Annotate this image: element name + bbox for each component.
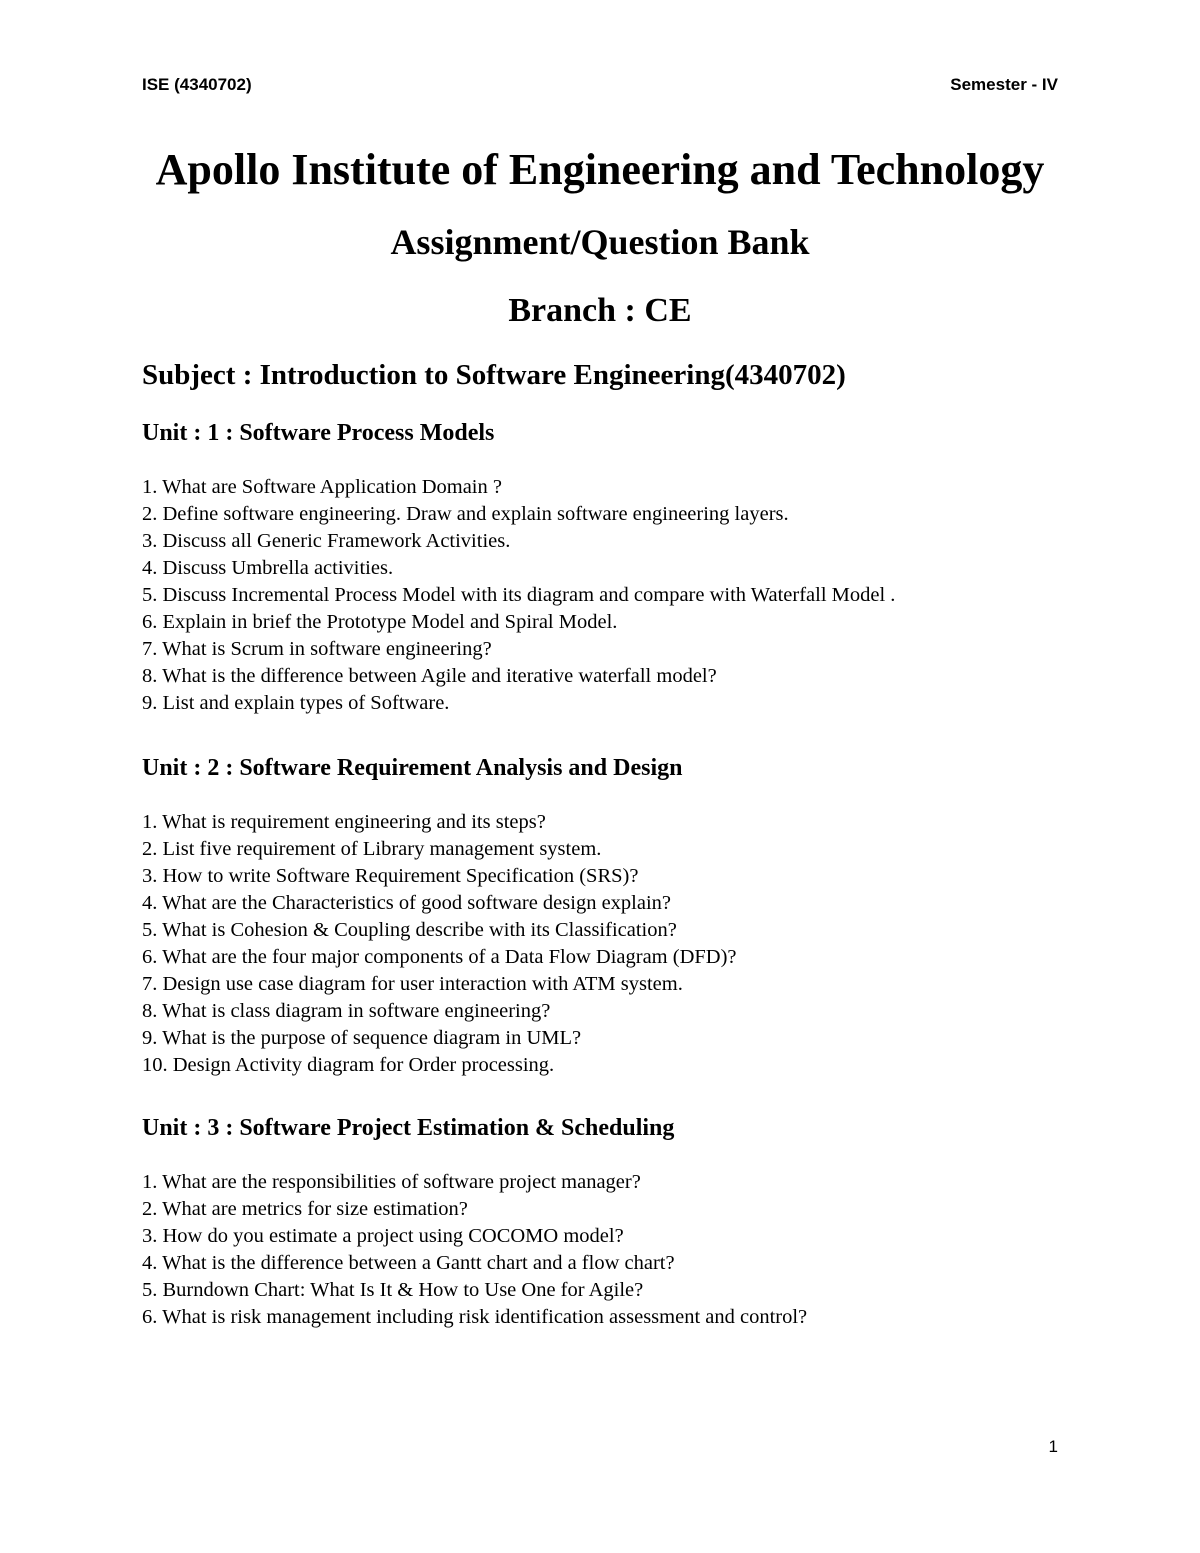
document-type-heading: Assignment/Question Bank: [390, 222, 810, 262]
unit-3-section: [142, 1113, 1082, 1331]
question-item: 4. Discuss Umbrella activities.: [142, 557, 394, 579]
question-item: 6. What are the four major components of a Data Flow Diagram (DFD)?: [142, 946, 737, 968]
question-item: 3. How do you estimate a project using COCOMO model?: [142, 1225, 624, 1247]
question-item: 7. What is Scrum in software engineering?: [142, 638, 492, 660]
unit-title: Unit : 3 : Software Project Estimation & Scheduling: [142, 1115, 675, 1141]
question-item: 2. List five requirement of Library management system.: [142, 838, 602, 860]
branch-heading: Branch : CE: [508, 292, 692, 329]
header-semester: Semester - IV: [950, 75, 1058, 94]
question-item: 3. How to write Software Requirement Specification (SRS)?: [142, 865, 639, 887]
page-number: 1: [1048, 1437, 1058, 1456]
institute-title: Apollo Institute of Engineering and Technology: [155, 145, 1045, 194]
question-item: 6. What is risk management including risk identification assessment and control?: [142, 1306, 808, 1328]
question-item: 9. What is the purpose of sequence diagram in UML?: [142, 1027, 582, 1049]
question-item: 9. List and explain types of Software.: [142, 692, 450, 714]
question-item: 5. What is Cohesion & Coupling describe with its Classification?: [142, 919, 677, 941]
unit-2-section: [142, 753, 1082, 1079]
question-item: 8. What is the difference between Agile and iterative waterfall model?: [142, 665, 717, 687]
question-item: 1. What is requirement engineering and its steps?: [142, 811, 546, 833]
question-item: 1. What are Software Application Domain ?: [142, 476, 502, 498]
question-item: 2. What are metrics for size estimation?: [142, 1198, 468, 1220]
unit-1-section: [142, 418, 1082, 717]
question-list: [142, 474, 1082, 717]
question-list: [142, 809, 1082, 1079]
question-item: 8. What is class diagram in software engineering?: [142, 1000, 551, 1022]
question-list: [142, 1169, 1082, 1331]
question-item: 1. What are the responsibilities of software project manager?: [142, 1171, 641, 1193]
question-item: 4. What are the Characteristics of good software design explain?: [142, 892, 672, 914]
question-item: 3. Discuss all Generic Framework Activities.: [142, 530, 511, 552]
subject-heading: Subject : Introduction to Software Engineering(4340702): [142, 359, 846, 391]
unit-title: Unit : 1 : Software Process Models: [142, 420, 495, 446]
question-item: 5. Discuss Incremental Process Model with its diagram and compare with Waterfall Model .: [142, 584, 896, 606]
question-item: 5. Burndown Chart: What Is It & How to Use One for Agile?: [142, 1279, 644, 1301]
header-course-code: ISE (4340702): [142, 75, 252, 94]
question-item: 2. Define software engineering. Draw and explain software engineering layers.: [142, 503, 789, 525]
unit-title: Unit : 2 : Software Requirement Analysis and Design: [142, 755, 683, 781]
question-item: 10. Design Activity diagram for Order processing.: [142, 1054, 555, 1076]
question-item: 4. What is the difference between a Gantt chart and a flow chart?: [142, 1252, 675, 1274]
question-item: 7. Design use case diagram for user interaction with ATM system.: [142, 973, 683, 995]
question-item: 6. Explain in brief the Prototype Model and Spiral Model.: [142, 611, 618, 633]
